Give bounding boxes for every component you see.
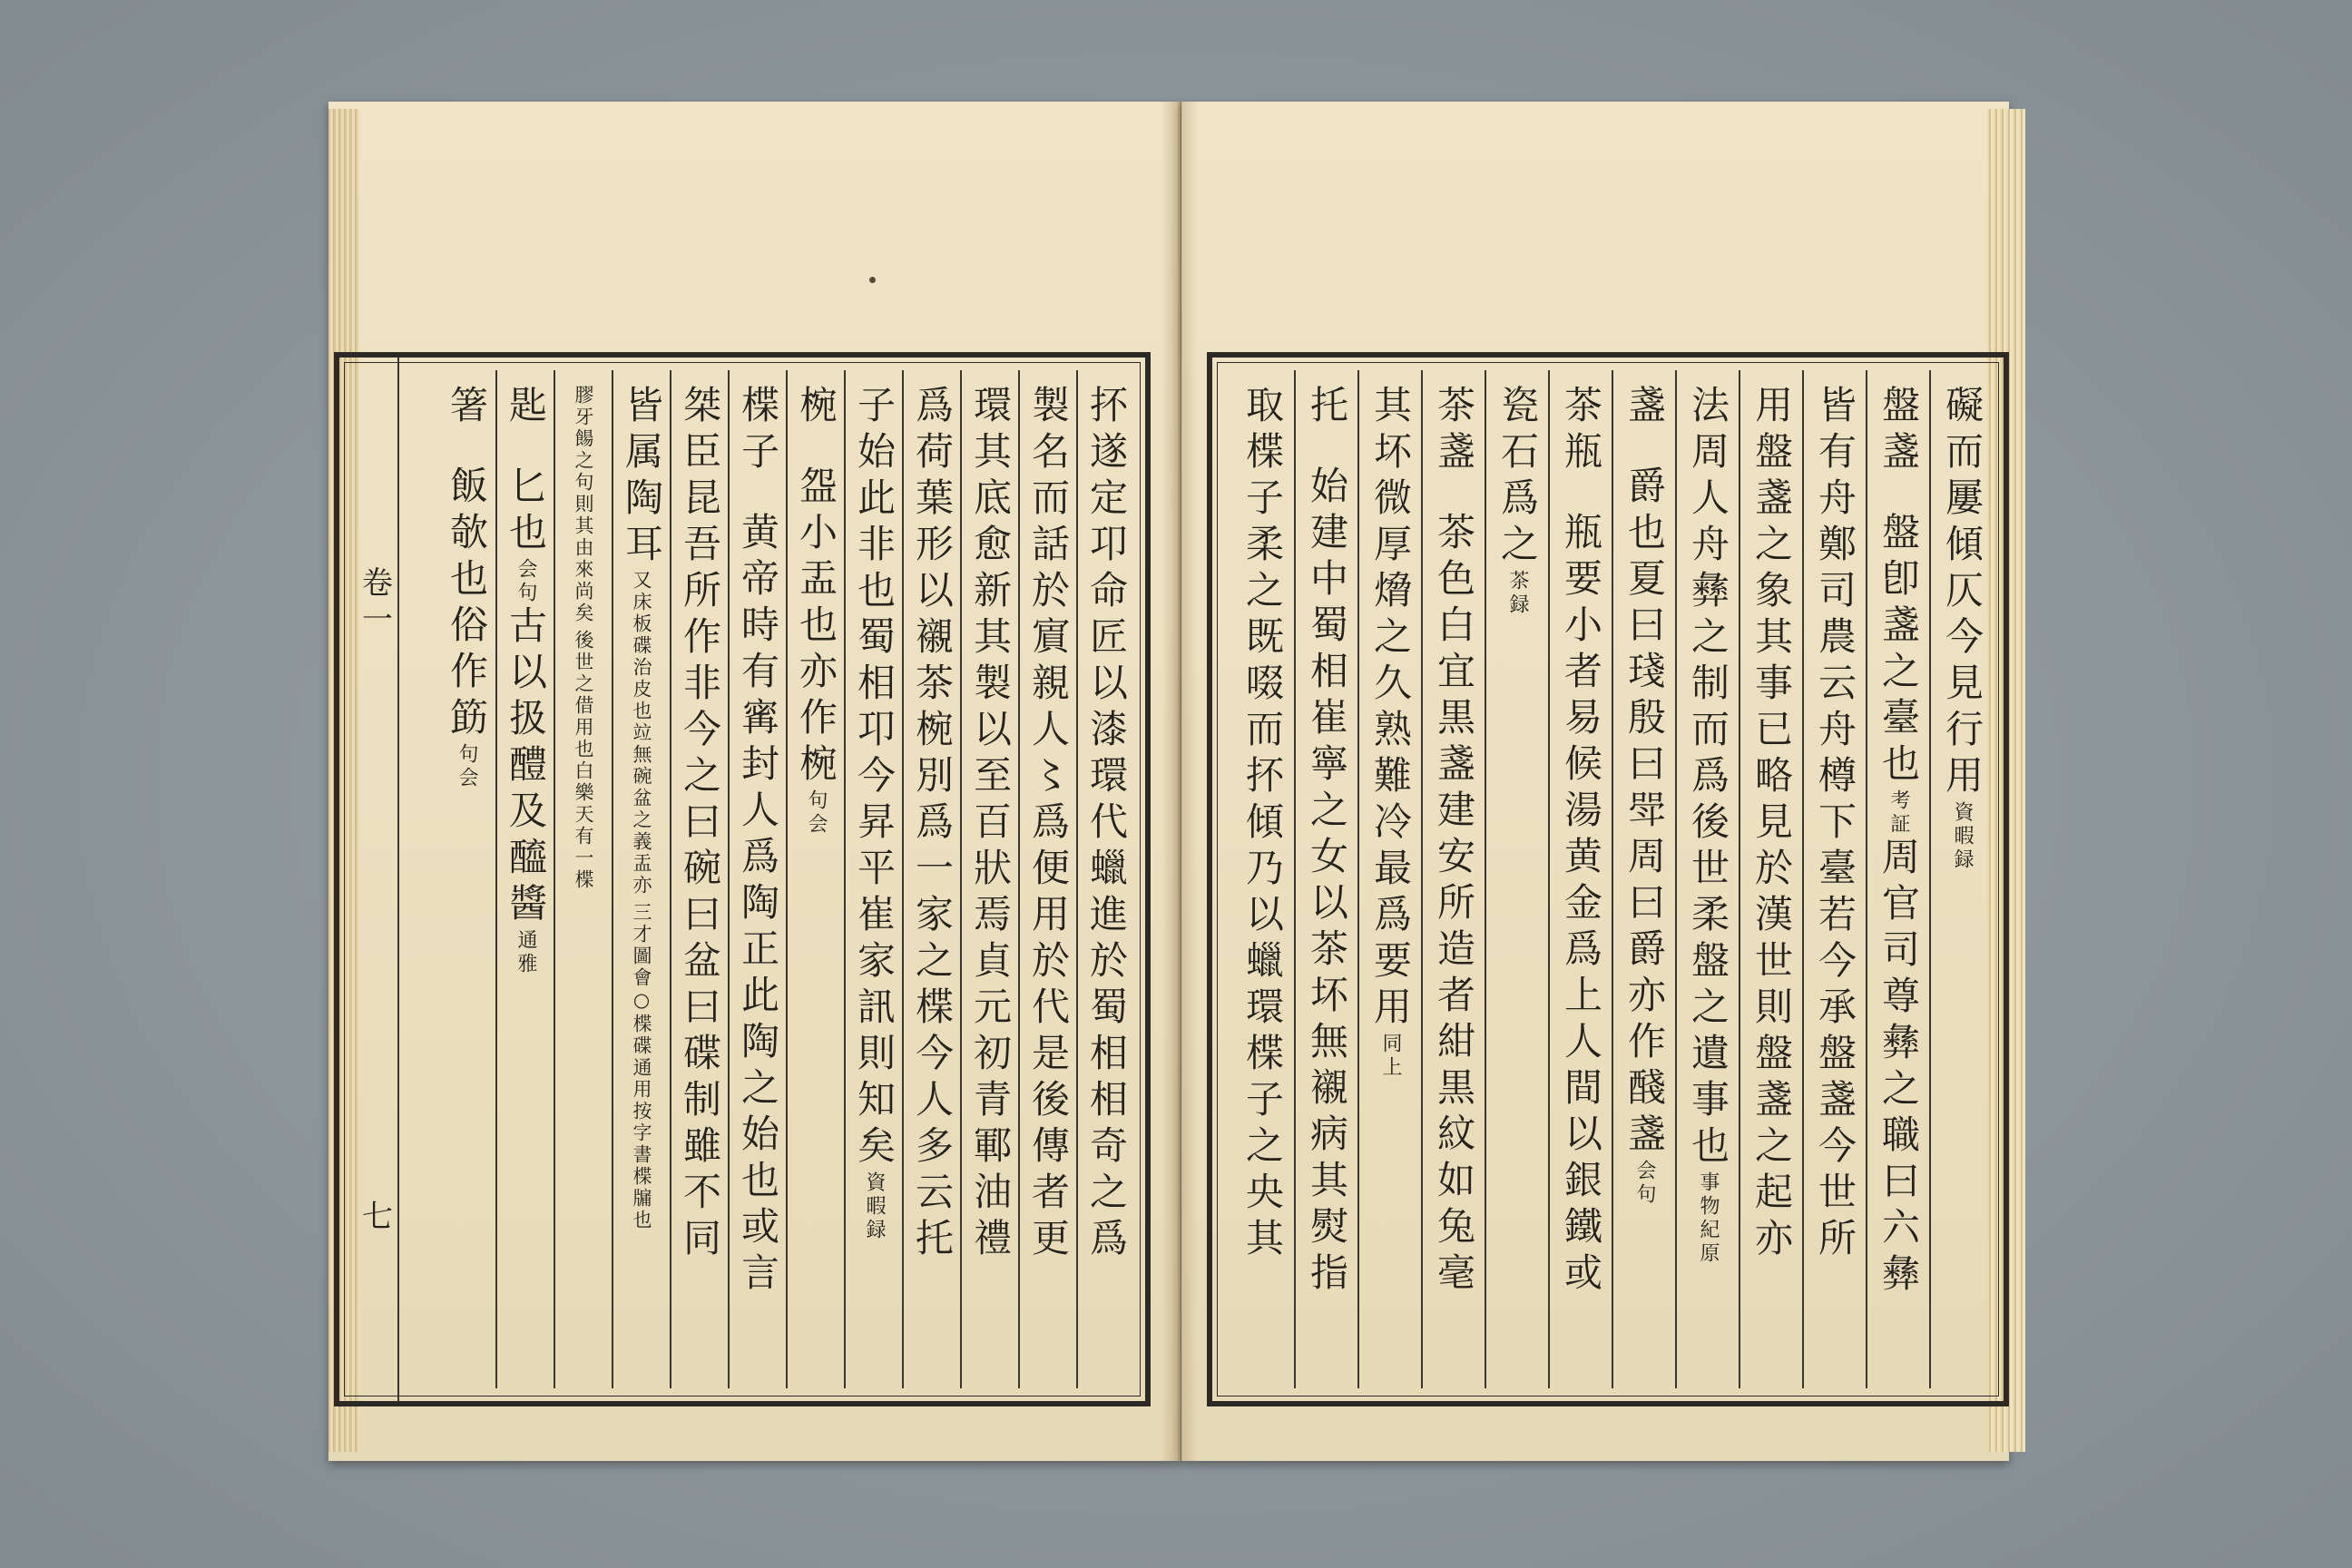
main-text: 瓶要小者易候湯黄金爲上人間以銀鐵或 — [1559, 512, 1603, 1298]
text-column — [786, 370, 844, 1388]
annotation-text: 資暇録 — [1951, 801, 1974, 872]
column-text — [905, 385, 959, 1264]
main-text: 子始此非也蜀相卭今昇平崔家訊則知矣 — [852, 385, 897, 1171]
column-text — [614, 385, 669, 1231]
column-text — [1935, 385, 1989, 872]
main-text: 其坏微厚熁之久熟難冷最爲要用 — [1368, 385, 1413, 1033]
annotation-text: 句会 — [456, 743, 478, 790]
column-text — [963, 385, 1017, 1264]
page-number: 七 — [356, 1200, 393, 1239]
double-line-note — [570, 385, 597, 891]
text-column — [1357, 370, 1421, 1388]
main-text: 爲荷葉形以襯茶椀別爲一家之楪今人多云托 — [910, 385, 955, 1264]
text-column — [554, 370, 612, 1388]
main-text: 黄帝時有寗封人爲陶正此陶之始也或言 — [736, 512, 780, 1298]
annotation-line: 三才圖會○楪碟通用按字書楪牖也 — [631, 902, 652, 1231]
main-text: 茶色白宜黒盞建安所造者紺黒紋如兔毫 — [1432, 512, 1476, 1298]
text-column — [1076, 370, 1134, 1388]
text-column — [670, 370, 728, 1388]
text-column — [1675, 370, 1739, 1388]
book-gutter — [1161, 102, 1198, 1461]
text-column — [1230, 370, 1294, 1388]
column-text — [672, 385, 727, 1264]
text-column — [1485, 370, 1548, 1388]
main-text: 茶瓶 — [1559, 385, 1603, 477]
text-column — [1548, 370, 1612, 1388]
main-text: 古以扱醴及醯醬 — [504, 605, 548, 929]
column-text — [730, 385, 785, 1298]
column-text — [1426, 385, 1481, 1298]
double-line-note — [628, 570, 655, 1231]
column-text — [1299, 385, 1354, 1298]
annotation-text: 通雅 — [514, 929, 537, 976]
main-text: 椀 — [794, 385, 838, 431]
main-text: 箸 — [445, 385, 489, 431]
paper-spot — [869, 277, 876, 283]
column-text — [570, 385, 597, 891]
annotation-text: 会句 — [1633, 1160, 1656, 1207]
column-text — [1681, 385, 1735, 1266]
column-text — [498, 385, 553, 976]
annotation-text: 考証 — [1887, 789, 1910, 837]
text-column — [728, 370, 786, 1388]
text-column — [495, 370, 554, 1388]
annotation-text: 資暇録 — [863, 1171, 886, 1242]
main-text: 桀臣昆吾所作非今之曰碗曰盆曰碟制雖不同 — [678, 385, 722, 1264]
fold-column — [352, 358, 397, 1401]
main-text: 托 — [1305, 385, 1349, 431]
main-text: 周官司尊彝之職曰六彝 — [1877, 837, 1921, 1299]
main-text: 用盤盞之象其事已略見於漢世則盤盞之起亦 — [1749, 385, 1794, 1264]
main-text: 礙而屢傾仄今見行用 — [1940, 385, 1984, 801]
text-column — [437, 370, 495, 1388]
left-columns — [426, 370, 1134, 1388]
text-column — [1421, 370, 1485, 1388]
column-text — [1490, 385, 1544, 617]
column-text — [1808, 385, 1862, 1264]
column-text — [1363, 385, 1417, 1080]
annotation-text: 同上 — [1379, 1033, 1402, 1080]
main-text: 法周人舟彝之制而爲後世柔盤之遺事也 — [1686, 385, 1730, 1171]
text-column — [1612, 370, 1675, 1388]
annotation-line: 膠牙餳之句則其由來尚矣 — [573, 385, 594, 624]
right-text-frame — [1207, 352, 2009, 1406]
annotation-line: 又床板碟治皮也竝無碗盆之義盂亦 — [631, 570, 652, 897]
main-text: 皆有舟鄭司農云舟樽下臺若今承盤盞今世所 — [1813, 385, 1857, 1264]
text-column — [1929, 370, 1993, 1388]
annotation-text: 事物紀原 — [1697, 1171, 1720, 1266]
column-text — [789, 385, 843, 837]
fold-line — [397, 358, 399, 1401]
column-text — [1617, 385, 1671, 1207]
column-text — [1871, 385, 1926, 1299]
column-text — [1744, 385, 1798, 1264]
text-column — [1802, 370, 1866, 1388]
annotation-text: 茶録 — [1506, 570, 1529, 617]
column-text — [1235, 385, 1289, 1264]
main-text: 爵也夏曰琖殷曰斝周曰爵亦作醆盞 — [1622, 466, 1667, 1160]
main-text: 環其底愈新其製以至百狀焉貞元初青鄆油禮 — [968, 385, 1013, 1264]
column-text — [847, 385, 901, 1242]
text-column — [1294, 370, 1357, 1388]
main-text: 盤卽盞之臺也 — [1877, 512, 1921, 789]
main-text: 匙 — [504, 385, 548, 431]
column-text — [1553, 385, 1608, 1298]
main-text: 茶盞 — [1432, 385, 1476, 477]
main-text: 飯欹也俗作筯 — [445, 466, 489, 743]
main-text: 抔遂定卭命匠以漆環代蠟進於蜀相相奇之爲 — [1084, 385, 1129, 1264]
text-column — [612, 370, 670, 1388]
main-text: 盞 — [1622, 385, 1667, 431]
column-text — [439, 385, 494, 790]
left-text-frame — [334, 352, 1151, 1406]
column-text — [1021, 385, 1075, 1264]
text-column — [1866, 370, 1929, 1388]
text-column — [902, 370, 960, 1388]
main-text: 盤盞 — [1877, 385, 1921, 477]
annotation-text: 句会 — [805, 789, 828, 837]
main-text: 瓷石爲之 — [1495, 385, 1540, 570]
main-text: 匕也 — [504, 466, 548, 558]
text-column — [1739, 370, 1802, 1388]
main-text: 盌小盂也亦作椀 — [794, 466, 838, 789]
right-columns — [1223, 370, 1993, 1388]
main-text: 楪子 — [736, 385, 780, 477]
main-text: 皆属陶耳 — [620, 385, 664, 570]
column-text — [1079, 385, 1133, 1264]
main-text: 製名而話於賔親人〻爲便用於代是後傳者更 — [1026, 385, 1071, 1264]
fold-label: 卷一 — [356, 566, 393, 639]
annotation-text: 会句 — [514, 558, 537, 605]
text-column — [960, 370, 1018, 1388]
annotation-line: 後世之借用也白樂天有一楪 — [573, 630, 594, 891]
main-text: 取楪子柔之既啜而抔傾乃以蠟環楪子之央其 — [1240, 385, 1285, 1264]
main-text: 始建中蜀相崔寧之女以茶坏無襯病其熨指 — [1305, 466, 1349, 1298]
text-column — [1018, 370, 1076, 1388]
text-column — [844, 370, 902, 1388]
